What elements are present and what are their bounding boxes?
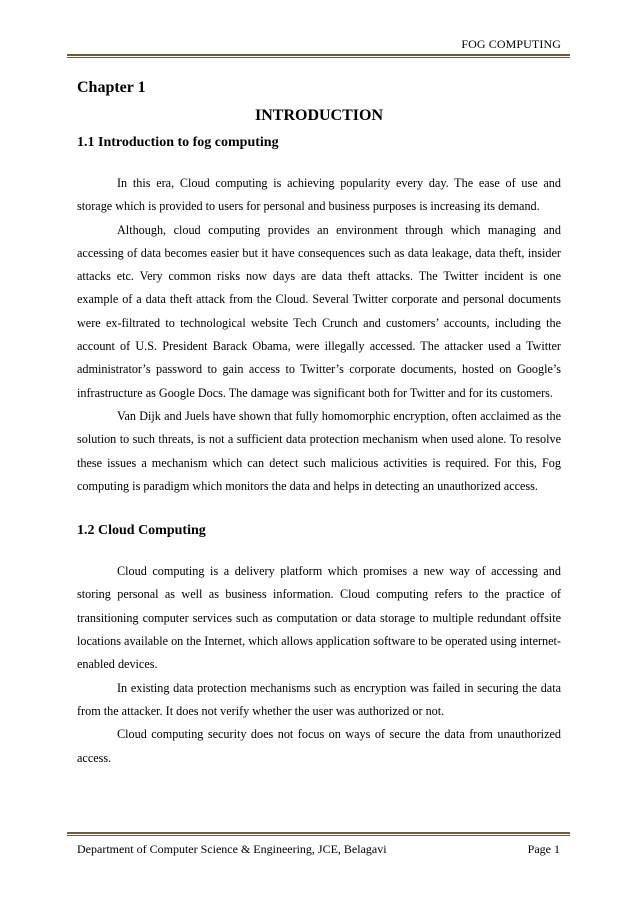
footer-rule [67, 832, 570, 836]
header-rule [67, 54, 570, 58]
paragraph: In this era, Cloud computing is achieving popularity every day. The ease of use and storage which is provided to users for personal and business purposes is increasing its demand. [77, 176, 561, 214]
page-body [77, 78, 561, 770]
paragraph: Van Dijk and Juels have shown that fully homomorphic encryption, often acclaimed as the solution to such threats, is not a sufficient data protection mechanism when used alone. To resolve these issues a mechanism which can detect such malicious activities is required. For this, Fog computing is paradigm which monitors the data and helps in detecting an unauthorized access. [77, 408, 561, 493]
paragraph: In existing data protection mechanisms such as encryption was failed in securing the data from the attacker. It does not verify whether the user was authorized or not. [77, 680, 561, 718]
footer-department: Department of Computer Science & Engineering, JCE, Belagavi [77, 842, 387, 856]
paragraph: Cloud computing security does not focus on ways of secure the data from unauthorized access. [77, 727, 561, 765]
paragraph: Cloud computing is a delivery platform which promises a new way of accessing and storing personal as well as business information. Cloud computing refers to the practice of transitioning computer services such as computation or data storage to multiple redundant offsite locations available on the Internet, which allows application software to be operated using internet-enabled devices. [77, 564, 561, 672]
paragraph: Although, cloud computing provides an environment through which managing and accessing of data becomes easier but it have consequences such as data leakage, data theft, insider attacks etc. Very common risks now days are data theft attacks. The Twitter incident is one example of a data theft attack from the Cloud. Several Twitter corporate and personal documents were ex-filtrated to technological website Tech Crunch and customers’ accounts, including the account of U.S. President Barack Obama, were illegally accessed. The attacker used a Twitter administrator’s password to gain access to Twitter’s corporate documents, hosted on Google’s infrastructure as Google Docs. The damage was significant both for Twitter and for its customers. [77, 222, 561, 400]
section-heading-1-1: 1.1 Introduction to fog computing [77, 135, 279, 150]
chapter-title: INTRODUCTION [254, 107, 383, 124]
chapter-label: Chapter 1 [77, 79, 146, 96]
section-heading-1-2: 1.2 Cloud Computing [77, 523, 206, 539]
running-header: FOG COMPUTING [461, 37, 561, 51]
page-number: Page 1 [527, 842, 560, 856]
